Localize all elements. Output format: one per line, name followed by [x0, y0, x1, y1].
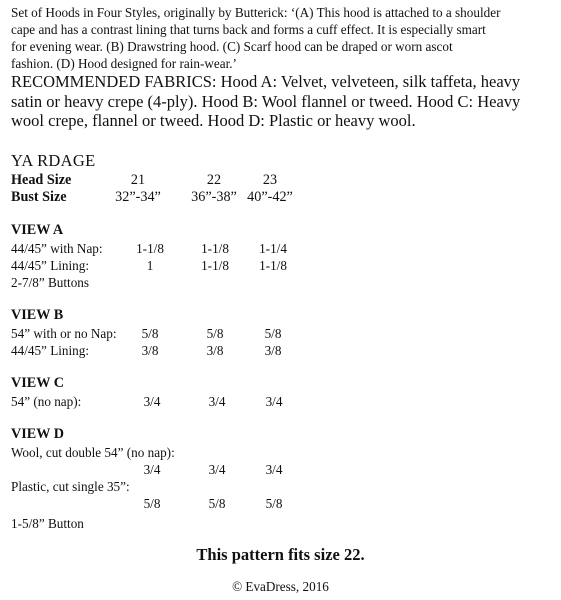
yardage-heading: YA RDAGE: [11, 151, 96, 170]
intro-line: cape and has a contrast lining that turns back and forms a cuff effect. It is especially smart: [11, 22, 486, 37]
view-d-row-label: Wool, cut double 54” (no nap):: [11, 445, 175, 460]
view-b-heading: VIEW B: [11, 307, 64, 323]
bust-size-value: 36”-38”: [191, 189, 237, 205]
view-b-row-value: 3/8: [264, 343, 282, 358]
fit-note: This pattern fits size 22.: [196, 545, 365, 564]
head-size-value: 23: [262, 172, 278, 188]
view-a-row-value: 1: [146, 258, 154, 273]
view-b-row-value: 3/8: [206, 343, 224, 358]
view-d-row-label: Plastic, cut single 35”:: [11, 479, 130, 494]
view-a-note: 2-7/8” Buttons: [11, 275, 90, 290]
view-a-row-value: 1-1/8: [201, 241, 229, 256]
view-d-heading: VIEW D: [11, 426, 64, 442]
view-b-row-value: 5/8: [264, 326, 282, 341]
copyright: © EvaDress, 2016: [232, 579, 329, 594]
view-d-row-value: 3/4: [265, 462, 283, 477]
head-size-value: 21: [130, 172, 146, 188]
view-a-row-value: 1-1/8: [136, 241, 164, 256]
intro-paragraph: [11, 4, 556, 72]
view-d-row-value: 3/4: [143, 462, 161, 477]
view-a-row-value: 1-1/8: [259, 258, 287, 273]
fabrics-line: wool crepe, flannel or tweed. Hood D: Plastic or heavy wool.: [11, 111, 416, 130]
view-c-row-value: 3/4: [265, 394, 283, 409]
view-a-row-label: 44/45” with Nap:: [11, 241, 103, 256]
view-b-row-label: 44/45” Lining:: [11, 343, 90, 358]
recommended-fabrics: [11, 72, 520, 131]
view-c-row-value: 3/4: [208, 394, 226, 409]
view-c-heading: VIEW C: [11, 375, 64, 391]
view-c-row-label: 54” (no nap):: [11, 394, 82, 409]
head-size-label: Head Size: [11, 172, 72, 188]
intro-line: fashion. (D) Hood designed for rain-wear.’: [11, 56, 237, 71]
view-a-row-value: 1-1/8: [201, 258, 229, 273]
head-size-value: 22: [206, 172, 222, 188]
intro-line: Set of Hoods in Four Styles, originally by Butterick: ‘(A) This hood is attached to a shoulder: [11, 5, 501, 20]
view-c-row-value: 3/4: [143, 394, 161, 409]
view-d-row-value: 3/4: [208, 462, 226, 477]
view-d-row-value: 5/8: [265, 496, 283, 511]
view-a-row-value: 1-1/4: [259, 241, 287, 256]
view-a-row-label: 44/45” Lining:: [11, 258, 90, 273]
view-d-note: 1-5/8” Button: [11, 516, 84, 531]
bust-size-value: 40”-42”: [247, 189, 293, 205]
bust-size-label: Bust Size: [11, 189, 67, 205]
view-b-row-value: 5/8: [206, 326, 224, 341]
fabrics-line: RECOMMENDED FABRICS: Hood A: Velvet, velveteen, silk taffeta, heavy: [11, 72, 521, 91]
intro-line: for evening wear. (B) Drawstring hood. (C) Scarf hood can be draped or worn ascot: [11, 39, 453, 54]
fabrics-line: satin or heavy crepe (4-ply). Hood B: Wool flannel or tweed. Hood C: Heavy: [11, 91, 521, 111]
view-d-row-value: 5/8: [208, 496, 226, 511]
view-b-row-value: 5/8: [141, 326, 159, 341]
bust-size-value: 32”-34”: [115, 189, 161, 205]
view-b-row-value: 3/8: [141, 343, 159, 358]
view-d-row-value: 5/8: [143, 496, 161, 511]
view-a-heading: VIEW A: [11, 222, 64, 238]
view-b-row-label: 54” with or no Nap:: [11, 326, 117, 341]
